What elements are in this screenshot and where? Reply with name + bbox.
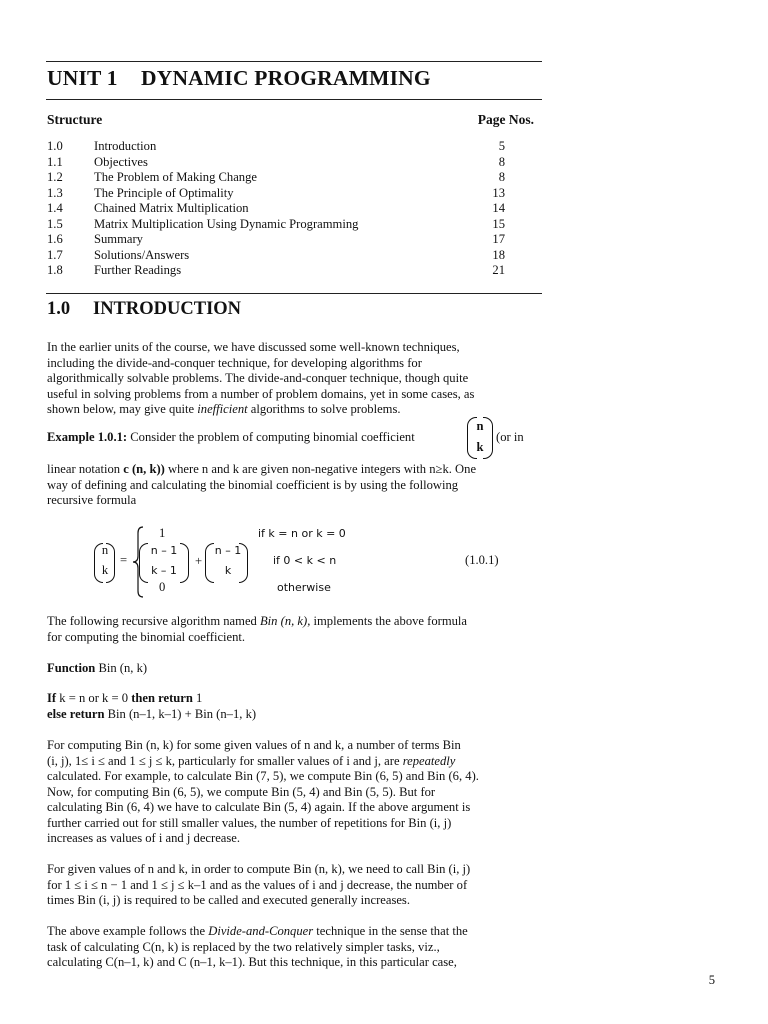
emphasis-text: inefficient [197, 402, 248, 416]
toc-number: 1.3 [47, 185, 63, 200]
case-one-value: 1 [159, 526, 166, 540]
toc-row [47, 155, 505, 170]
text-line: for computing the binomial coefficient. [47, 629, 246, 644]
text-line: recursive formula [47, 493, 137, 507]
toc-title: Chained Matrix Multiplication [94, 201, 249, 215]
toc-number: 1.6 [47, 232, 63, 246]
title-rule [46, 99, 542, 100]
text-line: For given values of n and k, in order to compute Bin (n, k), we need to call Bin (i, j) [47, 862, 471, 876]
toc-number: 1.0 [47, 139, 63, 153]
text-line [47, 614, 542, 630]
top-rule [46, 61, 542, 62]
binom-right-paren [483, 417, 493, 459]
text-fragment: Consider the problem of computing binomial coefficient [127, 430, 415, 444]
toc-page: 8 [498, 170, 505, 184]
code-text: k = n or k = 0 [56, 691, 132, 705]
plus-sign: + [195, 554, 203, 568]
intro-paragraph [47, 340, 542, 418]
emphasis-text: repeatedly [402, 753, 456, 768]
text-line: calculated. For example, to calculate Bin (7, 5), we compute Bin (6, 5) and Bin (6, 4). [47, 769, 479, 783]
toc-page: 18 [492, 247, 505, 262]
paragraph-3 [47, 862, 542, 909]
text-line: task of calculating C(n, k) is replaced by the two relatively simpler tasks, viz., [47, 939, 440, 954]
example-label: Example 1.0.1: [47, 430, 128, 444]
text-line: further carried out for still smaller values, the number of repetitions for Bin (i, j) [47, 815, 452, 830]
toc-row [47, 232, 505, 247]
toc-page: 8 [498, 154, 505, 169]
section-title [47, 299, 241, 320]
text-line: algorithmically solvable problems. The divide-and-conquer technique, though quite [47, 371, 469, 385]
text-fragment: implements the above formula [310, 614, 468, 628]
example-line [47, 430, 415, 445]
unit-title [47, 66, 431, 91]
lhs-bottom: k [101, 563, 109, 577]
toc-row [47, 139, 505, 154]
unit-number: UNIT 1 [47, 66, 118, 90]
text-line: calculating C(n–1, k) and C (n–1, k–1). But this technique, in this particular case, [47, 955, 457, 969]
text-line: way of defining and calculating the binomial coefficient is by using the following [47, 477, 459, 492]
code-line [47, 691, 542, 707]
text-fragment: linear notation [47, 462, 124, 476]
lhs-right-paren [106, 543, 115, 583]
emphasis-text: Bin (n, k), [259, 614, 311, 628]
bold-text: c (n, k)) [123, 462, 165, 476]
text-line: useful in solving problems from a number of problem domains, yet in some cases, as [47, 386, 475, 401]
toc-title: Further Readings [94, 263, 182, 277]
toc-page: 5 [498, 139, 505, 153]
text-line [47, 924, 542, 940]
toc-number: 1.8 [47, 263, 63, 277]
keyword: If [47, 691, 57, 705]
binom-top: n [476, 419, 484, 433]
paragraph-2 [47, 738, 542, 847]
example-paragraph [47, 462, 542, 509]
toc-row [47, 186, 505, 201]
structure-heading: Structure [47, 112, 103, 127]
text-line [47, 754, 542, 770]
text-fragment: technique in the sense that the [313, 924, 468, 938]
equation-number: (1.0.1) [465, 553, 499, 567]
text-line: calculating Bin (6, 4) we have to calculate Bin (5, 4) again. If the above argument is [47, 800, 471, 814]
text-line: Now, for computing Bin (6, 5), we compute Bin (5, 4) and Bin (5, 5). But for [47, 784, 436, 799]
text-fragment: The following recursive algorithm named [47, 614, 260, 628]
page-number: 5 [708, 973, 715, 987]
text-fragment: algorithms to solve problems. [247, 402, 401, 416]
code-text: 1 [192, 691, 203, 705]
text-line: times Bin (i, j) is required to be called and executed generally increases. [47, 893, 410, 907]
condition-3: otherwise [277, 581, 331, 594]
term2-top: n – 1 [214, 544, 242, 557]
toc-row [47, 201, 505, 216]
toc-title: The Problem of Making Change [94, 170, 257, 184]
text-fragment: The above example follows the [47, 924, 209, 938]
condition-2: if 0 < k < n [273, 554, 337, 567]
toc-row [47, 263, 505, 278]
text-line [47, 402, 542, 418]
toc-title: Introduction [94, 139, 157, 153]
toc-number: 1.7 [47, 247, 63, 262]
text-line: including the divide-and-conquer technique, for developing algorithms for [47, 355, 422, 370]
text-line: In the earlier units of the course, we have discussed some well-known techniques, [47, 340, 460, 354]
case-zero-value: 0 [159, 580, 166, 594]
term1-top: n – 1 [150, 544, 178, 557]
term2-bottom: k [224, 564, 232, 577]
toc-row [47, 217, 505, 232]
toc-page: 13 [492, 185, 505, 200]
toc-page: 17 [492, 232, 505, 246]
keyword: then return [131, 691, 193, 705]
or-in-text: (or in [496, 430, 524, 444]
function-keyword: Function [47, 661, 96, 675]
condition-1: if k = n or k = 0 [258, 527, 346, 540]
section-name: INTRODUCTION [93, 299, 242, 319]
term1-right-paren [180, 543, 189, 583]
toc-row [47, 248, 505, 263]
function-signature: Bin (n, k) [95, 661, 148, 675]
keyword: else return [47, 706, 105, 721]
lhs-top: n [101, 543, 109, 557]
toc-number: 1.2 [47, 170, 63, 184]
toc-page: 15 [492, 216, 505, 231]
page-nos-heading: Page Nos. [477, 112, 534, 127]
text-fragment: (i, j), 1≤ i ≤ and 1 ≤ j ≤ k, particularly for smaller values of i and j, are [47, 753, 403, 768]
toc-title: The Principle of Optimality [94, 185, 234, 200]
text-line: For computing Bin (n, k) for some given values of n and k, a number of terms Bin [47, 738, 461, 752]
text-line: for 1 ≤ i ≤ n − 1 and 1 ≤ j ≤ k–1 and as the values of i and j decrease, the number of [47, 877, 468, 892]
paragraph-4 [47, 924, 542, 971]
toc-title: Matrix Multiplication Using Dynamic Programming [94, 216, 359, 231]
toc-title: Solutions/Answers [94, 247, 190, 262]
code-line [47, 707, 542, 723]
emphasis-text: Divide-and-Conquer [208, 924, 314, 938]
toc-number: 1.1 [47, 154, 63, 169]
toc-title: Objectives [94, 154, 148, 169]
section-number: 1.0 [47, 299, 71, 319]
toc-number: 1.5 [47, 216, 63, 231]
equals-sign: = [120, 553, 128, 567]
toc-title: Summary [94, 232, 143, 246]
text-fragment: where n and k are given non-negative integers with n≥k. One [164, 462, 477, 476]
algorithm-intro [47, 614, 542, 645]
term1-bottom: k – 1 [151, 564, 177, 577]
code-text: Bin (n–1, k–1) + Bin (n–1, k) [104, 706, 257, 721]
text-line: increases as values of i and j decrease. [47, 831, 241, 845]
text-fragment: shown below, may give quite [47, 402, 198, 416]
code-block [47, 691, 542, 722]
section-rule [46, 293, 542, 294]
toc-row [47, 170, 505, 185]
binom-bottom: k [476, 440, 484, 454]
unit-name: DYNAMIC PROGRAMMING [141, 66, 431, 90]
text-line [47, 462, 542, 478]
toc-page: 14 [492, 201, 505, 215]
toc-page: 21 [492, 263, 505, 277]
function-definition [47, 661, 147, 676]
toc-number: 1.4 [47, 201, 63, 215]
term2-right-paren [239, 543, 248, 583]
